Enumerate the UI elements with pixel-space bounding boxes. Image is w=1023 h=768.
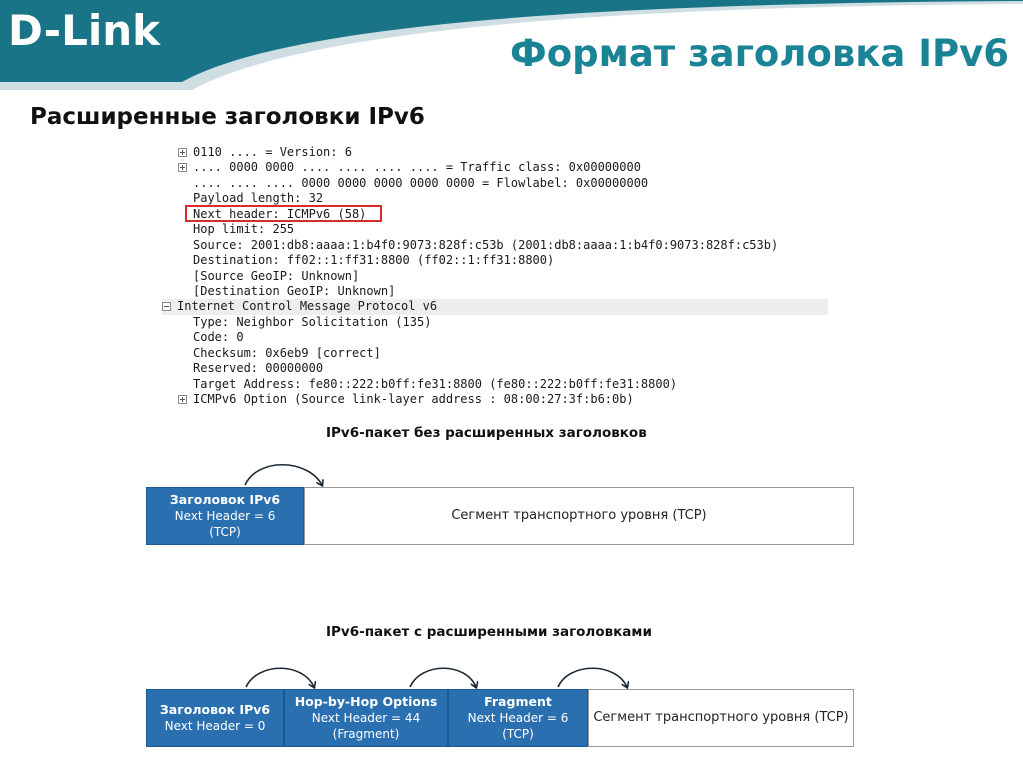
- tree-line-destination-geoip[interactable]: [Destination GeoIP: Unknown]: [193, 283, 396, 298]
- tree-section-icmpv6[interactable]: Internet Control Message Protocol v6: [162, 299, 828, 314]
- tree-line-traffic-class[interactable]: .... 0000 0000 .... .... .... .... = Traffic class: 0x00000000: [162, 160, 828, 175]
- tree-line-source-geoip[interactable]: [Source GeoIP: Unknown]: [193, 268, 360, 283]
- tree-line-checksum[interactable]: Checksum: 0x6eb9 [correct]: [193, 345, 381, 360]
- diagram2-ipv6-header-block: Заголовок IPv6 Next Header = 0: [146, 689, 284, 747]
- diagram2-arrow-1: [246, 668, 314, 687]
- tree-line-payload-length[interactable]: Payload length: 32: [193, 191, 324, 206]
- diagram2-arrow-2: [410, 668, 476, 687]
- diagram2-fragment-block: Fragment Next Header = 6 (TCP): [448, 689, 588, 747]
- tree-line-next-header[interactable]: Next header: ICMPv6 (58): [193, 206, 367, 221]
- tree-line-type[interactable]: Type: Neighbor Solicitation (135): [193, 314, 432, 329]
- tree-line-hop-limit[interactable]: Hop limit: 255: [193, 222, 295, 237]
- tree-line-source[interactable]: Source: 2001:db8:aaaa:1:b4f0:9073:828f:c53b (2001:db8:aaaa:1:b4f0:9073:828f:c53b): [193, 237, 779, 252]
- tree-line-icmpv6-option[interactable]: ICMPv6 Option (Source link-layer address : 08:00:27:3f:b6:0b): [162, 392, 828, 407]
- diagram2-caption: IPv6-пакет с расширенными заголовками: [326, 624, 652, 640]
- diagram1-transport-segment-block: Сегмент транспортного уровня (TCP): [304, 487, 854, 545]
- diagram2-transport-segment-block: Сегмент транспортного уровня (TCP): [588, 689, 854, 747]
- tree-line-version[interactable]: 0110 .... = Version: 6: [162, 145, 828, 160]
- section-subtitle: Расширенные заголовки IPv6: [30, 104, 425, 130]
- tree-line-reserved[interactable]: Reserved: 00000000: [193, 361, 324, 376]
- diagram2-arrow-3: [558, 668, 627, 687]
- diagram1-caption: IPv6-пакет без расширенных заголовков: [326, 425, 647, 441]
- diagram1-arrow: [245, 465, 322, 485]
- diagram2-hop-by-hop-block: Hop-by-Hop Options Next Header = 44 (Fragment): [284, 689, 448, 747]
- page-title: Формат заголовка IPv6: [510, 32, 1009, 75]
- tree-line-target-address[interactable]: Target Address: fe80::222:b0ff:fe31:8800 (fe80::222:b0ff:fe31:8800): [193, 376, 678, 391]
- tree-line-code[interactable]: Code: 0: [193, 330, 244, 345]
- diagram1-ipv6-header-block: Заголовок IPv6 Next Header = 6 (TCP): [146, 487, 304, 545]
- d-link-logo: D-Link: [8, 6, 161, 55]
- tree-line-flowlabel[interactable]: .... .... .... 0000 0000 0000 0000 0000 = Flowlabel: 0x00000000: [193, 175, 649, 190]
- tree-line-destination[interactable]: Destination: ff02::1:ff31:8800 (ff02::1:ff31:8800): [193, 253, 555, 268]
